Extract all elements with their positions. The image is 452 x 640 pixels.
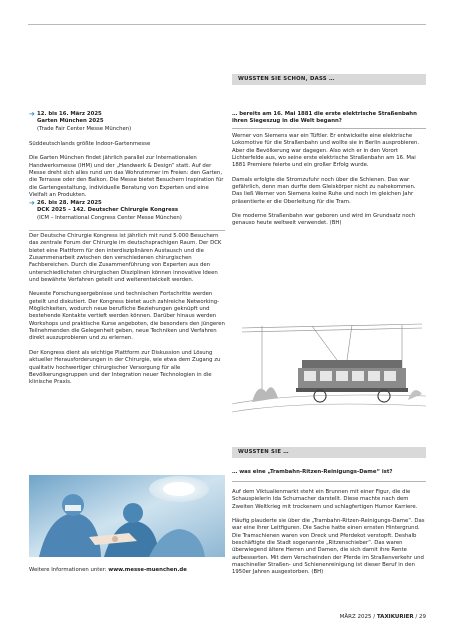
cleaning-lady-article bbox=[232, 469, 426, 476]
cleaning-lady-paragraph-1: Auf dem Viktualienmarkt steht ein Brunnen mit einer Figur, die die Schauspielerin Ida Schumacher darstellt. Diese machte nach dem Zweiten Weltkrieg mit trockenem und schlagfertigen Humor Karriere. bbox=[232, 489, 418, 510]
dck-paragraph-1: Der Deutsche Chirurgie Kongress ist jährlich mit rund 5.000 Besuchern das zentrale Forum der Chirurgie im deutschsprachigen Raum. Der DCK bietet eine Plattform für den interdisziplinären Austausch und die Zusammenarbeit zwischen den verschiedenen chirurgischen Fachbereichen. Durch die Zusammenführung von Experten aus den unterschiedlichsten chirurgischen Disziplinen können innovative Ideen und bewährte Verfahren geteilt und weiterentwickelt werden. bbox=[29, 233, 222, 284]
arrow-right-icon: ➔ bbox=[29, 199, 35, 207]
event-venue: (Trade Fair Center Messe München) bbox=[37, 125, 132, 132]
event-date: 12. bis 16. März 2025 bbox=[37, 111, 102, 117]
garden-text bbox=[29, 141, 225, 199]
tram-paragraph-3: Die moderne Straßenbahn war geboren und wird im Grundsatz noch genauso heute weltweit verwendet. (BH) bbox=[232, 213, 416, 227]
divider bbox=[29, 230, 225, 231]
footer-separator: / bbox=[371, 614, 377, 620]
did-you-know-heading: WUSSTEN SIE SCHON, DASS … bbox=[232, 74, 426, 85]
issue-date: MÄRZ 2025 bbox=[339, 614, 372, 620]
did-you-know-heading-2: WUSSTEN SIE … bbox=[232, 447, 426, 458]
arrow-right-icon: ➔ bbox=[29, 110, 35, 118]
cleaning-lady-body bbox=[232, 489, 426, 577]
tram-headline: … bereits am 16. Mai 1881 die erste elektrische Straßenbahn ihren Siegeszug in die Welt begann? bbox=[232, 111, 417, 125]
event-dck bbox=[29, 200, 225, 222]
page-number: / 29 bbox=[413, 614, 426, 620]
event-name: DCK 2025 – 142. Deutscher Chirurgie Kongress bbox=[37, 207, 179, 214]
garden-paragraph: Die Garten München findet jährlich parallel zur Internationalen Handwerksmesse (IHM) und der „Handwerk & Design“ statt. Auf der Messe dreht sich alles rund um das Wohnzimmer im Freien: den Garten, die Terrasse oder den Balkon. Die Messe bietet Besuchern Inspiration für die Gartengestaltung, individuelle Beratung von Experten und eine Vielfalt an Produkten. bbox=[29, 155, 224, 199]
tram-body bbox=[232, 133, 426, 228]
event-venue: (ICM – International Congress Center Messe München) bbox=[37, 214, 182, 221]
garden-subtitle: Süddeutschlands größte Indoor-Gartenmesse bbox=[29, 141, 151, 147]
more-info-label: Weitere Informationen unter: bbox=[29, 567, 109, 573]
historic-tram-illustration bbox=[232, 322, 426, 418]
dck-paragraph-3: Der Kongress dient als wichtige Plattform zur Diskussion und Lösung aktueller Herausforderungen in der Chirurgie, wie etwa dem Zugang zu qualitativ hochwertiger chirurgischer Versorgung für alle Bevölkerungsgruppen und der Integration neuer Technologien in die klinische Praxis. bbox=[29, 349, 221, 386]
tram-paragraph-1: Werner von Siemens war ein Tüftler. Er entwickelte eine elektrische Lokomotive für die Straßenbahn und wollte sie in Berlin ausprobieren. Aber die Bevölkerung war dagegen. Also wich er in den Vorort Lichterfelde aus, wo seine erste elektrische Straßenbahn am 16. Mai 1881 Premiere feierte und ein großer Erfolg wurde. bbox=[232, 133, 420, 169]
divider bbox=[232, 128, 426, 129]
tram-article bbox=[232, 111, 426, 126]
cleaning-lady-paragraph-2: Häufig plauderte sie über die „Trambahn-Ritzen-Reinigungs-Dame“. Das war eine ihrer Leitfiguren. Die Sache hatte einen ernsten Hintergrund. Die Tramschienen waren von Dreck und Pferdekot verstopft. Deshalb beschäftigte die Stadt sogenannte „Ritzenschieber“. Das waren überwiegend ältere Herren und Damen, die sich damit ihre Rente aufbesserten. Mit dem Verschwinden der Pferde im Straßenverkehr und maschineller Straßen- und Schienenreinigung ist dieser Beruf in den 1950er Jahren ausgestorben. (BH) bbox=[232, 518, 425, 576]
dck-text bbox=[29, 233, 225, 387]
event-date: 26. bis 28. März 2025 bbox=[37, 200, 102, 206]
tram-paragraph-2: Damals erfolgte die Stromzufuhr noch über die Schienen. Das war gefährlich, denn man durfte dem Gleiskörper nicht zu nahekommen. Das ließ Werner von Siemens keine Ruhe und noch im gleichen Jahr präsentierte er die Oberleitung für die Tram. bbox=[232, 176, 416, 205]
more-info bbox=[29, 567, 225, 574]
cleaning-lady-headline: … was eine „Trambahn-Ritzen-Reinigungs-Dame“ ist? bbox=[232, 469, 393, 475]
page-footer bbox=[340, 614, 426, 620]
dck-paragraph-2: Neueste Forschungsergebnisse und technischen Fortschritte werden geteilt und diskutiert. Der Kongress bietet auch zahlreiche Networking-Möglichkeiten, wodurch neue berufliche Beziehungen geknüpft und bestehende Kontakte vertieft werden können. Darüber hinaus werden Workshops und praktische Kurse angeboten, die besonders den jüngeren Teilnehmenden die Gelegenheit geben, neue Techniken und Verfahren direkt auszuprobieren und zu erlernen. bbox=[29, 291, 225, 342]
event-garden-munich bbox=[29, 111, 225, 133]
top-rule bbox=[28, 24, 426, 25]
event-name: Garten München 2025 bbox=[37, 118, 104, 125]
surgery-photo bbox=[29, 475, 225, 557]
more-info-link[interactable]: www.messe-muenchen.de bbox=[108, 567, 187, 573]
divider bbox=[232, 481, 426, 482]
magazine-name: TAXIKURIER bbox=[376, 614, 414, 620]
